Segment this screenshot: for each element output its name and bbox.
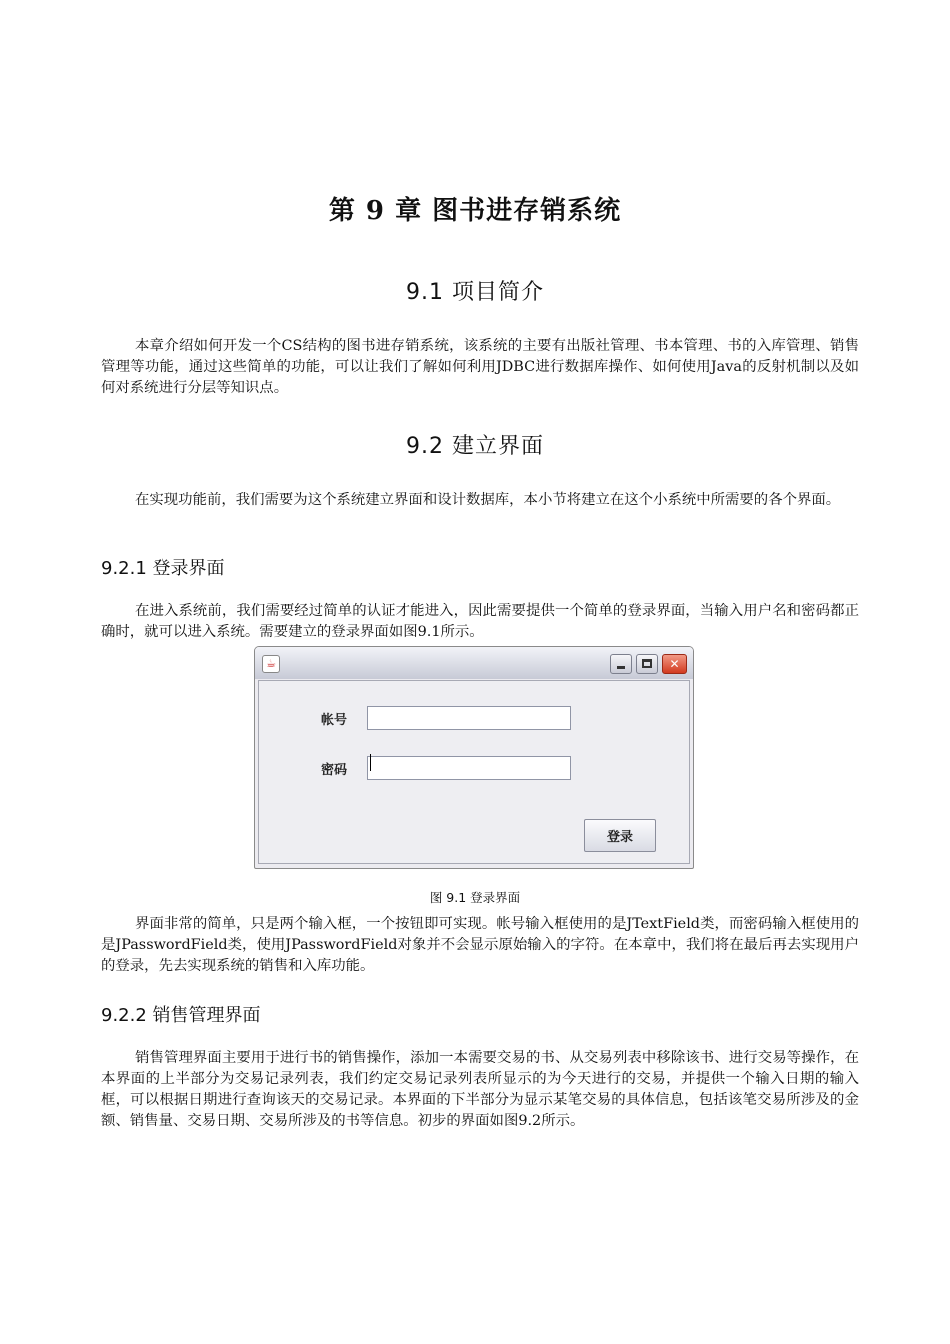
minimize-icon — [617, 666, 625, 669]
close-icon: ✕ — [669, 657, 680, 671]
maximize-button[interactable] — [636, 654, 658, 674]
window-titlebar — [255, 647, 693, 679]
maximize-icon — [642, 659, 652, 668]
login-form — [258, 680, 690, 864]
close-button[interactable] — [662, 654, 687, 674]
account-label: 帐号 — [321, 713, 348, 728]
section-9-2-1-paragraph-after: 界面非常的简单，只是两个输入框，一个按钮即可实现。帐号输入框使用的是JTextField类，而密码输入框使用的是JPasswordField类，使用JPasswordField对象并不会显示原始输入的字符。在本章中，我们将在最后再去实现用户的登录，先去实现系统的销售和入库功能。 — [101, 916, 859, 974]
section-9-2-2-paragraph: 销售管理界面主要用于进行书的销售操作，添加一本需要交易的书、从交易列表中移除该书、进行交易等操作，在本界面的上半部分为交易记录列表，我们约定交易记录列表所显示的为今天进行的交易，并提供一个输入日期的输入框，可以根据日期进行查询该天的交易记录。本界面的下半部分为显示某笔交易的具体信息，包括该笔交易所涉及的金额、销售量、交易日期、交易所涉及的书等信息。初步的界面如图9.2所示。 — [101, 1050, 859, 1129]
account-input[interactable] — [367, 706, 571, 730]
subsection-title-9-2-2: 9.2.2 销售管理界面 — [101, 1005, 261, 1026]
chapter-title: 第 9 章 图书进存销系统 — [328, 196, 622, 226]
login-button[interactable]: 登录 — [584, 819, 656, 852]
subsection-title-9-2-1: 9.2.1 登录界面 — [101, 558, 225, 579]
minimize-button[interactable] — [610, 654, 632, 674]
password-label: 密码 — [321, 763, 348, 778]
section-9-2-paragraph: 在实现功能前，我们需要为这个系统建立界面和设计数据库，本小节将建立在这个小系统中所需要的各个界面。 — [135, 492, 841, 508]
login-window — [254, 646, 694, 869]
figure-caption: 图 9.1 登录界面 — [429, 890, 521, 905]
java-icon: ☕ — [262, 655, 280, 673]
section-title-9-1: 9.1 项目简介 — [406, 280, 544, 305]
section-9-1-paragraph: 本章介绍如何开发一个CS结构的图书进存销系统，该系统的主要有出版社管理、书本管理、书的入库管理、销售管理等功能，通过这些简单的功能，可以让我们了解如何利用JDBC进行数据库操作、如何使用Java的反射机制以及如何对系统进行分层等知识点。 — [101, 338, 859, 396]
text-cursor — [370, 754, 371, 771]
password-input[interactable] — [367, 756, 571, 780]
section-title-9-2: 9.2 建立界面 — [406, 434, 544, 459]
section-9-2-1-paragraph-intro: 在进入系统前，我们需要经过简单的认证才能进入，因此需要提供一个简单的登录界面，当输入用户名和密码都正确时，就可以进入系统。需要建立的登录界面如图9.1所示。 — [101, 603, 859, 640]
